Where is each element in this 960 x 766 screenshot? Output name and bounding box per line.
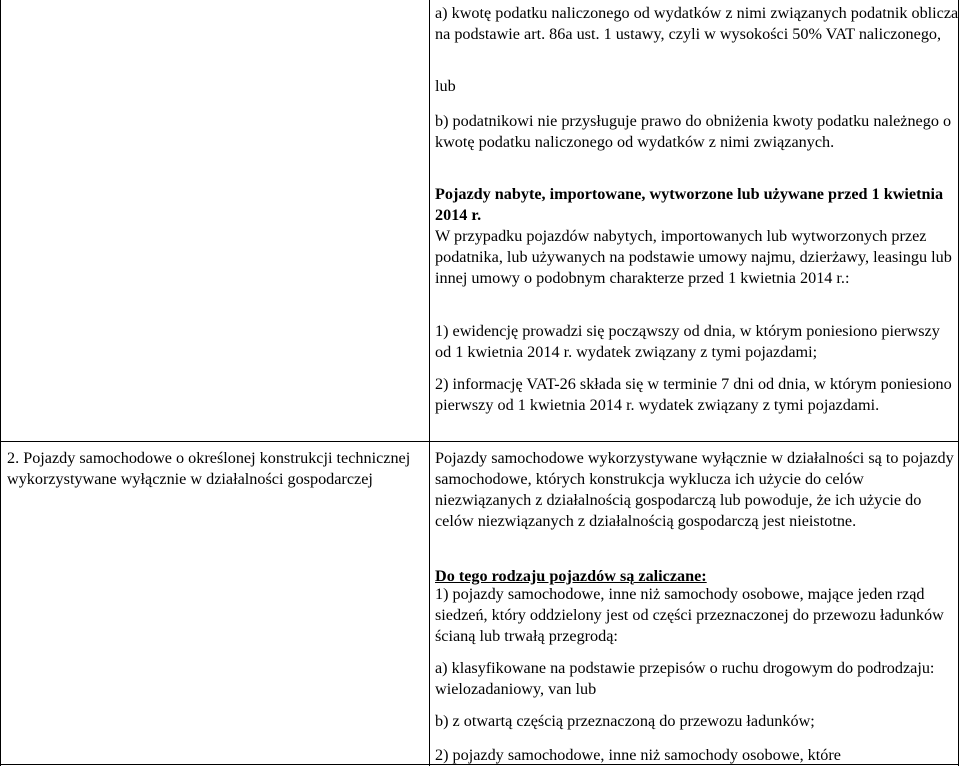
row1-intro: W przypadku pojazdów nabytych, importowanych lub wytworzonych przez podatnika, lub używanych na podstawie umowy najmu, dzierżawy, leasingu lub innej umowy o podobnym charakterze przed 1 kwietnia 2014 r.: <box>435 227 952 287</box>
row1-paragraph-b: b) podatnikowi nie przysługuje prawo do obniżenia kwoty podatku należnego o kwotę podatku naliczonego od wydatków z nimi związanych. <box>435 112 952 151</box>
row1-item-1: 1) ewidencję prowadzi się począwszy od dnia, w którym poniesiono pierwszy od 1 kwietnia 2014 r. wydatek związany z tymi pojazdami; <box>435 322 940 361</box>
table-column-divider <box>429 0 430 766</box>
row2-left-label: 2. Pojazdy samochodowe o określonej konstrukcji technicznej wykorzystywane wyłącznie w działalności gospodarczej <box>7 449 411 488</box>
row2-intro: Pojazdy samochodowe wykorzystywane wyłącznie w działalności są to pojazdy samochodowe, których konstrukcja wyklucza ich użycie do celów niezwiązanych z działalnością gospodarczą lub powoduje, że ich użycie do celów niezwiązanych z działalnością gospodarczą jest nieistotne. <box>435 449 954 530</box>
row1-paragraph-a: a) kwotę podatku naliczonego od wydatków z nimi związanych podatnik oblicza na podstawie art. 86a ust. 1 ustawy, czyli w wysokości 50% VAT naliczonego, <box>435 4 959 43</box>
table-left-border <box>0 0 1 766</box>
row1-heading: Pojazdy nabyte, importowane, wytworzone lub używane przed 1 kwietnia 2014 r. <box>435 185 944 224</box>
row2-item-1a: a) klasyfikowane na podstawie przepisów o ruchu drogowym do podrodzaju: wielozadaniowy, van lub <box>435 659 935 698</box>
row2-item-1: 1) pojazdy samochodowe, inne niż samochody osobowe, mające jeden rząd siedzeń, który oddzielony jest od części przeznaczonej do przewozu ładunków ścianą lub trwałą przegrodą: <box>435 585 944 645</box>
row2-item-1b: b) z otwartą częścią przeznaczoną do przewozu ładunków; <box>435 712 815 730</box>
row1-paragraph-lub: lub <box>435 77 456 95</box>
row1-item-2: 2) informację VAT-26 składa się w terminie 7 dni od dnia, w którym poniesiono pierwszy od 1 kwietnia 2014 r. wydatek związany z tymi pojazdami. <box>435 375 952 414</box>
row2-item-2: 2) pojazdy samochodowe, inne niż samochody osobowe, które <box>435 746 841 764</box>
row2-subheading: Do tego rodzaju pojazdów są zaliczane: <box>435 567 707 585</box>
table-row-divider <box>0 441 959 442</box>
